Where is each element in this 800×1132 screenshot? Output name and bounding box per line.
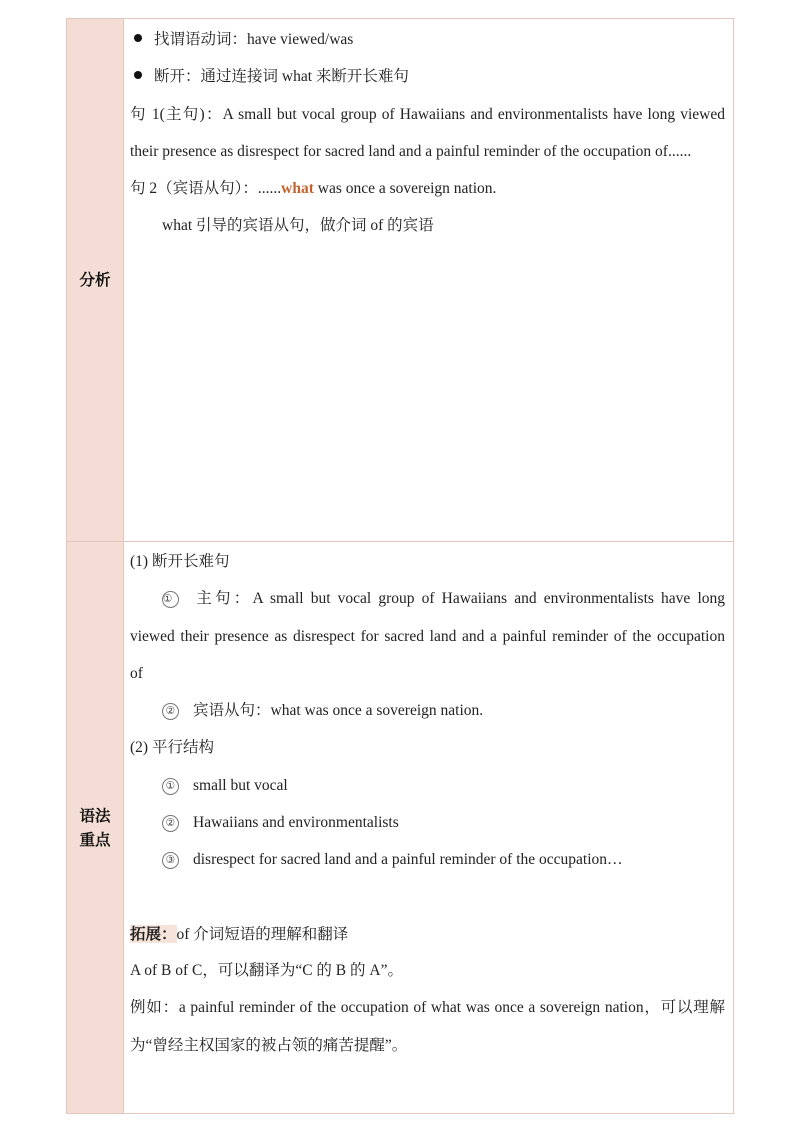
bullet-item: 找谓语动词：have viewed/was bbox=[130, 30, 725, 50]
circled-number-icon: ① bbox=[162, 591, 179, 608]
section-heading: (2) 平行结构 bbox=[130, 739, 214, 756]
example-line2: 为“曾经主权国家的被占领的痛苦提醒”。 bbox=[130, 1037, 408, 1054]
analysis-table bbox=[66, 18, 734, 1114]
circled-number-icon: ② bbox=[162, 815, 179, 832]
analysis-label-cell bbox=[67, 19, 124, 541]
circled-number-icon: ② bbox=[162, 703, 179, 720]
main-clause-line1: ① 主句：A small but vocal group of Hawaiians and environmentalists have long bbox=[163, 590, 725, 607]
sentence1-line1: 句 1(主句)：A small but vocal group of Hawaiians and environmentalists have long viewed bbox=[130, 106, 725, 123]
bullet-dot-icon bbox=[134, 71, 142, 79]
parallel-item: ③ disrespect for sacred land and a painful reminder of the occupation… bbox=[162, 850, 725, 870]
main-clause-line2: viewed their presence as disrespect for sacred land and a painful reminder of the occupation bbox=[130, 628, 725, 645]
extension-line: 拓展：of 介词短语的理解和翻译 bbox=[130, 925, 349, 943]
bullet-item: 断开：通过连接词 what 来断开长难句 bbox=[130, 67, 725, 87]
bullet-dot-icon bbox=[134, 34, 142, 42]
parallel-item: ① small but vocal bbox=[162, 776, 725, 796]
sentence2: 句 2（宾语从句）：......what was once a sovereign nation. bbox=[130, 180, 497, 197]
circled-number-icon: ① bbox=[162, 778, 179, 795]
grammar-row bbox=[67, 542, 733, 1113]
main-clause-line3: of bbox=[130, 665, 143, 682]
analysis-row bbox=[67, 19, 733, 542]
grammar-content bbox=[124, 542, 733, 1113]
analysis-label: 分析 bbox=[79, 271, 111, 289]
analysis-content bbox=[124, 19, 733, 541]
parallel-item: ② Hawaiians and environmentalists bbox=[162, 813, 725, 833]
section-heading: (1) 断开长难句 bbox=[130, 553, 230, 570]
object-clause: ② 宾语从句：what was once a sovereign nation. bbox=[162, 701, 725, 721]
extension-label: 拓展： bbox=[130, 925, 177, 943]
sentence1-line2: their presence as disrespect for sacred land and a painful reminder of the occupation of...... bbox=[130, 143, 692, 160]
analysis-note: what 引导的宾语从句，做介词 of 的宾语 bbox=[162, 217, 434, 234]
grammar-label-cell bbox=[67, 542, 124, 1113]
grammar-label: 语法重点 bbox=[79, 806, 111, 849]
example-line1: 例如：a painful reminder of the occupation of what was once a sovereign nation，可以理解 bbox=[130, 999, 725, 1016]
highlighted-word: what bbox=[281, 180, 314, 197]
translation-rule: A of B of C，可以翻译为“C 的 B 的 A”。 bbox=[130, 962, 403, 979]
circled-number-icon: ③ bbox=[162, 852, 179, 869]
